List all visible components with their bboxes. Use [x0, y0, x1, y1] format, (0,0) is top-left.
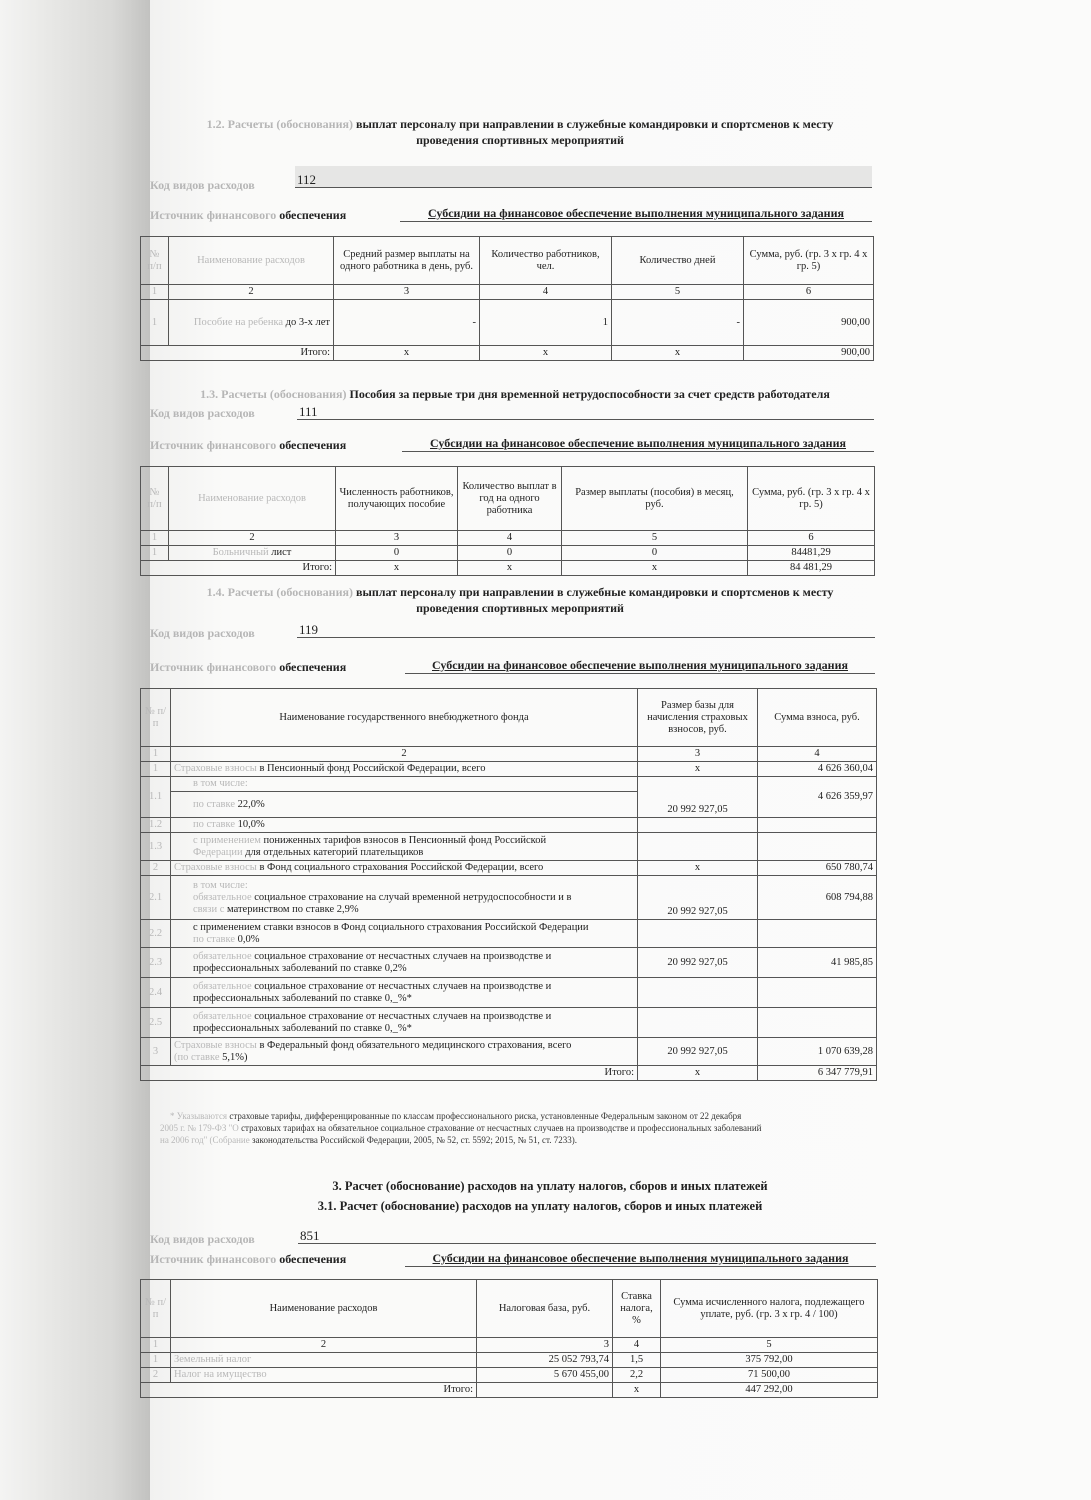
s3-pf22-sum: 4 626 359,97 [758, 777, 877, 818]
s3-n-4: 4 [758, 747, 877, 762]
s1-n-3: 3 [334, 285, 480, 300]
s1-table [140, 236, 874, 361]
s1-n-1: 1 [141, 285, 169, 300]
s3-pf22-base: 20 992 927,05 [638, 777, 758, 818]
s3-source-label: Источник финансового обеспечения [150, 660, 347, 674]
s2-code-label: Код видов расходов [150, 406, 255, 420]
s2-r-c6: 84481,29 [748, 546, 875, 561]
s3-code-value: 119 [297, 622, 875, 638]
s3-fss29-num: 2.1 [141, 876, 171, 920]
s3-fss29-sum: 608 794,88 [758, 876, 877, 920]
s1-h-c6: Сумма, руб. (гр. 3 х гр. 4 х гр. 5) [744, 237, 874, 285]
s4-r2-sum: 71 500,00 [661, 1368, 878, 1383]
s3-h-name: Наименование государственного внебюджетного фонда [171, 689, 638, 747]
s4-table [140, 1279, 878, 1398]
s1-r-name: Пособие на ребенка до 3-х лет [169, 300, 334, 346]
s3-source-value: Субсидии на финансовое обеспечение выполнения муниципального задания [405, 658, 875, 674]
s4-total-rate: х [613, 1383, 661, 1398]
s2-r-c3: 0 [336, 546, 458, 561]
s1-source-label: Источник финансового обеспечения [150, 208, 347, 222]
s4-code-label: Код видов расходов [150, 1232, 255, 1246]
s2-n-5: 5 [562, 531, 748, 546]
s2-n-2: 2 [169, 531, 336, 546]
s2-n-1: 1 [141, 531, 169, 546]
s4-n-3: 3 [477, 1338, 613, 1353]
s3-fssx2-base [638, 1008, 758, 1038]
s1-h-c4: Количество работников, чел. [480, 237, 612, 285]
s1-r-c3: - [334, 300, 480, 346]
s3-ffoms-num: 3 [141, 1038, 171, 1066]
s1-h-c5: Количество дней [612, 237, 744, 285]
s3-table [140, 688, 877, 1081]
s3-pf10-base [638, 818, 758, 833]
s2-h-c6: Сумма, руб. (гр. 3 х гр. 4 х гр. 5) [748, 467, 875, 531]
s2-n-6: 6 [748, 531, 875, 546]
s2-r-c5: 0 [562, 546, 748, 561]
s2-r-name: Больничный лист [169, 546, 336, 561]
s3-fss-num: 2 [141, 861, 171, 876]
s3-fss02-name: обязательное социальное страхование от несчастных случаев на производстве и профессиональных заболеваний по ставке 0,2% [171, 948, 638, 978]
s2-h-c3: Численность работников, получающих пособие [336, 467, 458, 531]
s4-h-name: Наименование расходов [171, 1280, 477, 1338]
s4-source-label: Источник финансового обеспечения [150, 1252, 347, 1266]
s2-n-4: 4 [458, 531, 562, 546]
s1-heading: 1.2. Расчеты (обоснования) выплат персоналу при направлении в служебные командировки и спортсменов к месту проведения спортивных мероприятий [206, 117, 834, 147]
s3-fss0-base [638, 920, 758, 948]
s1-n-2: 2 [169, 285, 334, 300]
s3-fssx1-name: обязательное социальное страхование от несчастных случаев на производстве и профессиональных заболеваний по ставке 0,_%* [171, 978, 638, 1008]
s2-col-num: № п/п [141, 467, 169, 531]
s1-code-label: Код видов расходов [150, 178, 255, 192]
s2-n-3: 3 [336, 531, 458, 546]
s3-ffoms-sum: 1 070 639,28 [758, 1038, 877, 1066]
s2-h-name: Наименование расходов [169, 467, 336, 531]
s3-n-2: 2 [171, 747, 638, 762]
s3-fss-sum: 650 780,74 [758, 861, 877, 876]
s3-fss29-name: в том числе: обязательное социальное страхование на случай временной нетрудоспособности и в связи с материнством по ставке 2,9% [171, 876, 638, 920]
s3-h-base: Размер базы для начисления страховых взносов, руб. [638, 689, 758, 747]
s4-code-value: 851 [298, 1228, 876, 1244]
s4-h-rate: Ставка налога, % [613, 1280, 661, 1338]
s4-n-2: 2 [171, 1338, 477, 1353]
s1-total-c5: х [612, 346, 744, 361]
s4-r2-base: 5 670 455,00 [477, 1368, 613, 1383]
s4-subtitle: 3.1. Расчет (обоснование) расходов на уплату налогов, сборов и иных платежей [317, 1199, 763, 1213]
s1-r-num: 1 [141, 300, 169, 346]
s3-col-num: № п/п [141, 689, 171, 747]
s3-pflow-num: 1.3 [141, 833, 171, 861]
s3-total-base: х [638, 1066, 758, 1081]
s3-n-1: 1 [141, 747, 171, 762]
s2-heading: 1.3. Расчеты (обоснования) Пособия за первые три дня временной нетрудоспособности за счет средств работодателя [200, 387, 830, 401]
s2-total-label: Итого: [141, 561, 336, 576]
s2-h-c5: Размер выплаты (пособия) в месяц, руб. [562, 467, 748, 531]
s3-code-label: Код видов расходов [150, 626, 255, 640]
s4-r2-name: Налог на имущество [171, 1368, 477, 1383]
s2-r-c4: 0 [458, 546, 562, 561]
s3-pf10-name: по ставке 10,0% [171, 818, 638, 833]
s2-table [140, 466, 875, 576]
s3-pf-name: Страховые взносы в Пенсионный фонд Российской Федерации, всего [171, 762, 638, 777]
s3-total-sum: 6 347 779,91 [758, 1066, 877, 1081]
s2-total-c4: х [458, 561, 562, 576]
s4-r1-name: Земельный налог [171, 1353, 477, 1368]
s4-source-value: Субсидии на финансовое обеспечение выполнения муниципального задания [405, 1251, 876, 1267]
s3-fss-name: Страховые взносы в Фонд социального страхования Российской Федерации, всего [171, 861, 638, 876]
s4-r2-rate: 2,2 [613, 1368, 661, 1383]
s3-pf-num: 1 [141, 762, 171, 777]
s3-ffoms-name: Страховые взносы в Федеральный фонд обязательного медицинского страхования, всего (по ставке 5,1%) [171, 1038, 638, 1066]
s2-total-c3: х [336, 561, 458, 576]
s4-r1-sum: 375 792,00 [661, 1353, 878, 1368]
s2-code-value: 111 [297, 404, 874, 420]
s4-r1-num: 1 [141, 1353, 171, 1368]
s3-pflow-name: с применением пониженных тарифов взносов в Пенсионный фонд Российской Федерации для отдельных категорий плательщиков [171, 833, 638, 861]
s3-pf-base: х [638, 762, 758, 777]
s4-total-base [477, 1383, 613, 1398]
s3-fss02-sum: 41 985,85 [758, 948, 877, 978]
s3-heading: 1.4. Расчеты (обоснования) выплат персоналу при направлении в служебные командировки и спортсменов к месту проведения спортивных мероприятий [206, 585, 834, 615]
s3-h-sum: Сумма взноса, руб. [758, 689, 877, 747]
s3-pf-incl: в том числе: [171, 777, 638, 792]
s1-h-c3: Средний размер выплаты на одного работника в день, руб. [334, 237, 480, 285]
s1-r-c5: - [612, 300, 744, 346]
s3-pf10-num: 1.2 [141, 818, 171, 833]
s4-total-sum: 447 292,00 [661, 1383, 878, 1398]
s3-fss02-num: 2.3 [141, 948, 171, 978]
s1-n-5: 5 [612, 285, 744, 300]
s3-pf22-num: 1.1 [141, 777, 171, 818]
s1-n-4: 4 [480, 285, 612, 300]
s3-fssx2-name: обязательное социальное страхование от несчастных случаев на производстве и профессиональных заболеваний по ставке 0,_%* [171, 1008, 638, 1038]
s3-pf-sum: 4 626 360,04 [758, 762, 877, 777]
s3-fss29-base: 20 992 927,05 [638, 876, 758, 920]
s3-fss0-num: 2.2 [141, 920, 171, 948]
s3-fssx1-base [638, 978, 758, 1008]
s3-pf22-name: по ставке 22,0% [171, 792, 638, 818]
s4-title: 3. Расчет (обоснование) расходов на уплату налогов, сборов и иных платежей [332, 1179, 768, 1193]
s4-total-label: Итого: [141, 1383, 477, 1398]
document-page [144, 0, 1091, 1500]
s4-n-1: 1 [141, 1338, 171, 1353]
s3-fss02-base: 20 992 927,05 [638, 948, 758, 978]
s3-n-3: 3 [638, 747, 758, 762]
s2-total-c5: х [562, 561, 748, 576]
s4-n-5: 5 [661, 1338, 878, 1353]
s3-fss-base: х [638, 861, 758, 876]
s1-code-value: 112 [295, 172, 872, 188]
s1-total-c6: 900,00 [744, 346, 874, 361]
s3-fssx2-sum [758, 1008, 877, 1038]
s4-r1-rate: 1,5 [613, 1353, 661, 1368]
s3-footnote: * Указываются страховые тарифы, дифференцированные по классам профессионального риска, установленные Федеральным законом от 22 декабря 2005 г. № 179-ФЗ "О страховых тарифах на обязательное социальное страхование от несчастных случаев на производстве и профессиональных заболеваний на 2006 год" (Собрание законодательства Российской Федерации, 2005, № 52, ст. 5592; 2015, № 51, ст. 7233). [160, 1111, 762, 1145]
s1-total-c3: х [334, 346, 480, 361]
s4-r1-base: 25 052 793,74 [477, 1353, 613, 1368]
s3-fssx1-num: 2.4 [141, 978, 171, 1008]
s1-r-c6: 900,00 [744, 300, 874, 346]
s2-h-c4: Количество выплат в год на одного работника [458, 467, 562, 531]
s2-source-value: Субсидии на финансовое обеспечение выполнения муниципального задания [402, 436, 874, 452]
s2-r-num: 1 [141, 546, 169, 561]
s1-h-name: Наименование расходов [169, 237, 334, 285]
s1-r-c4: 1 [480, 300, 612, 346]
s3-pf10-sum [758, 818, 877, 833]
s3-total-label: Итого: [141, 1066, 638, 1081]
s1-total-c4: х [480, 346, 612, 361]
s3-fssx2-num: 2.5 [141, 1008, 171, 1038]
s1-source-value: Субсидии на финансовое обеспечение выполнения муниципального задания [400, 206, 872, 222]
s3-pflow-base [638, 833, 758, 861]
s4-col-num: № п/п [141, 1280, 171, 1338]
s2-total-c6: 84 481,29 [748, 561, 875, 576]
s4-r2-num: 2 [141, 1368, 171, 1383]
s1-total-label: Итого: [141, 346, 334, 361]
s2-source-label: Источник финансового обеспечения [150, 438, 347, 452]
s3-fss0-sum [758, 920, 877, 948]
s4-n-4: 4 [613, 1338, 661, 1353]
page-fold-line [128, 0, 131, 1500]
s4-h-base: Налоговая база, руб. [477, 1280, 613, 1338]
s4-h-sum: Сумма исчисленного налога, подлежащего уплате, руб. (гр. 3 х гр. 4 / 100) [661, 1280, 878, 1338]
s3-fss0-name: с применением ставки взносов в Фонд социального страхования Российской Федерации по ставке 0,0% [171, 920, 638, 948]
s1-col-num: № п/п [141, 237, 169, 285]
s3-ffoms-base: 20 992 927,05 [638, 1038, 758, 1066]
s3-fssx1-sum [758, 978, 877, 1008]
s3-pflow-sum [758, 833, 877, 861]
s1-n-6: 6 [744, 285, 874, 300]
